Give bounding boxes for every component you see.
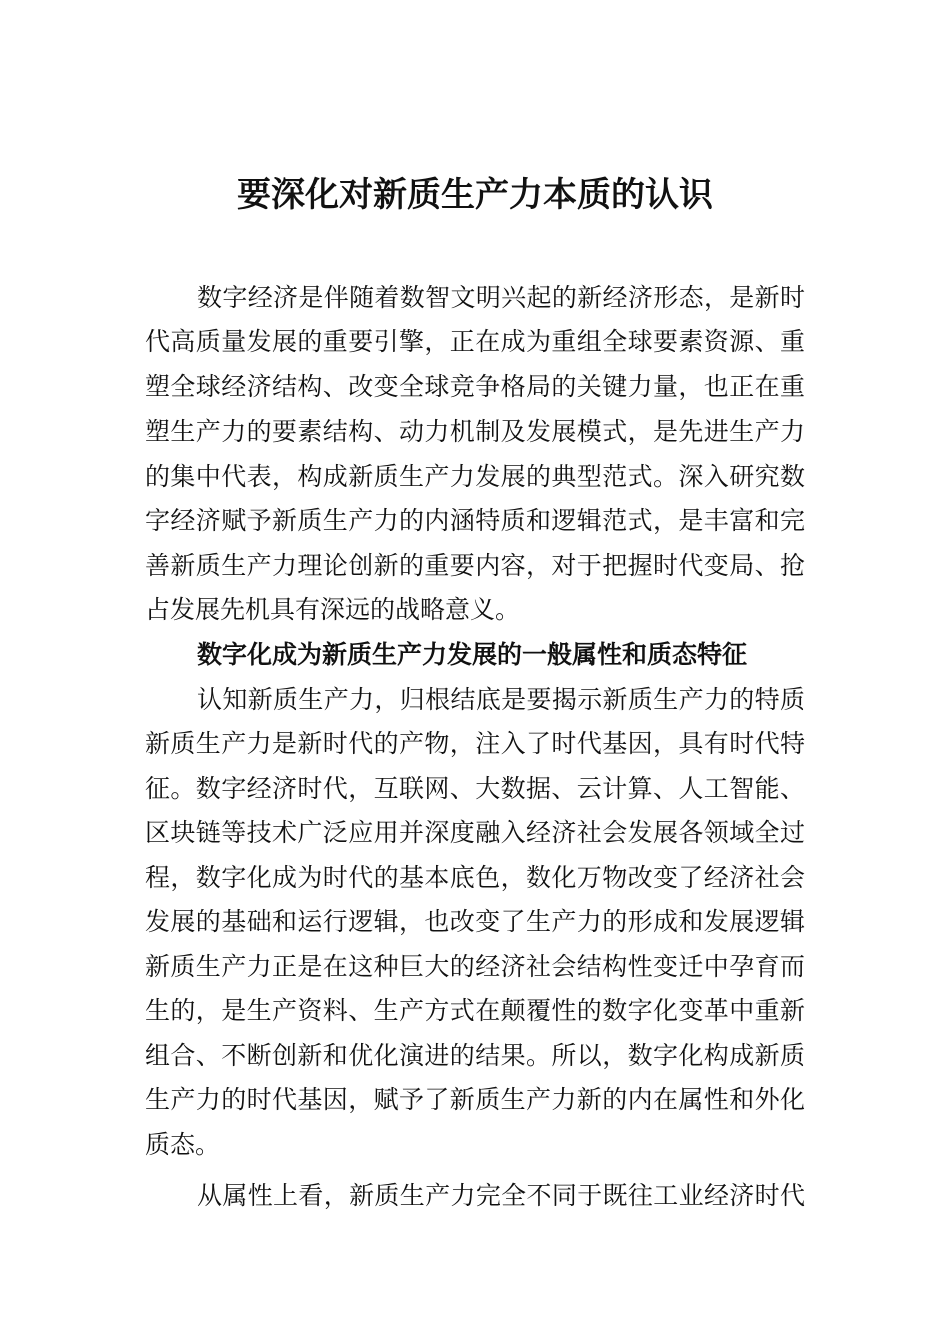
document-title: 要深化对新质生产力本质的认识 xyxy=(237,175,713,215)
text-line: 认知新质生产力，归根结底是要揭示新质生产力的特质 xyxy=(197,685,805,714)
text-line: 塑生产力的要素结构、动力机制及发展模式，是先进生产力 xyxy=(145,417,805,446)
text-line: 程，数字化成为时代的基本底色，数化万物改变了经济社会 xyxy=(145,863,805,892)
text-line: 新质生产力正是在这种巨大的经济社会结构性变迁中孕育而 xyxy=(145,952,805,981)
text-line: 从属性上看，新质生产力完全不同于既往工业经济时代 xyxy=(197,1181,805,1210)
text-line: 区块链等技术广泛应用并深度融入经济社会发展各领域全过 xyxy=(145,818,805,847)
text-line: 数字经济是伴随着数智文明兴起的新经济形态，是新时 xyxy=(197,283,805,312)
text-line: 生产力的时代基因，赋予了新质生产力新的内在属性和外化 xyxy=(145,1085,805,1114)
text-line: 质态。 xyxy=(145,1130,221,1159)
text-line: 新质生产力是新时代的产物，注入了时代基因，具有时代特 xyxy=(145,729,805,758)
text-line: 字经济赋予新质生产力的内涵特质和逻辑范式，是丰富和完 xyxy=(145,506,805,535)
text-line: 代高质量发展的重要引擎，正在成为重组全球要素资源、重 xyxy=(145,327,805,356)
text-line: 占发展先机具有深远的战略意义。 xyxy=(145,595,521,624)
text-line: 善新质生产力理论创新的重要内容，对于把握时代变局、抢 xyxy=(145,551,805,580)
text-line: 发展的基础和运行逻辑，也改变了生产力的形成和发展逻辑 xyxy=(145,907,805,936)
text-line: 塑全球经济结构、改变全球竞争格局的关键力量，也正在重 xyxy=(145,372,805,401)
text-line: 生的，是生产资料、生产方式在颠覆性的数字化变革中重新 xyxy=(145,996,805,1025)
section-heading: 数字化成为新质生产力发展的一般属性和质态特征 xyxy=(197,640,748,669)
text-line: 的集中代表，构成新质生产力发展的典型范式。深入研究数 xyxy=(145,462,805,491)
text-line: 征。数字经济时代，互联网、大数据、云计算、人工智能、 xyxy=(145,774,805,803)
text-line: 组合、不断创新和优化演进的结果。所以，数字化构成新质 xyxy=(145,1041,805,1070)
